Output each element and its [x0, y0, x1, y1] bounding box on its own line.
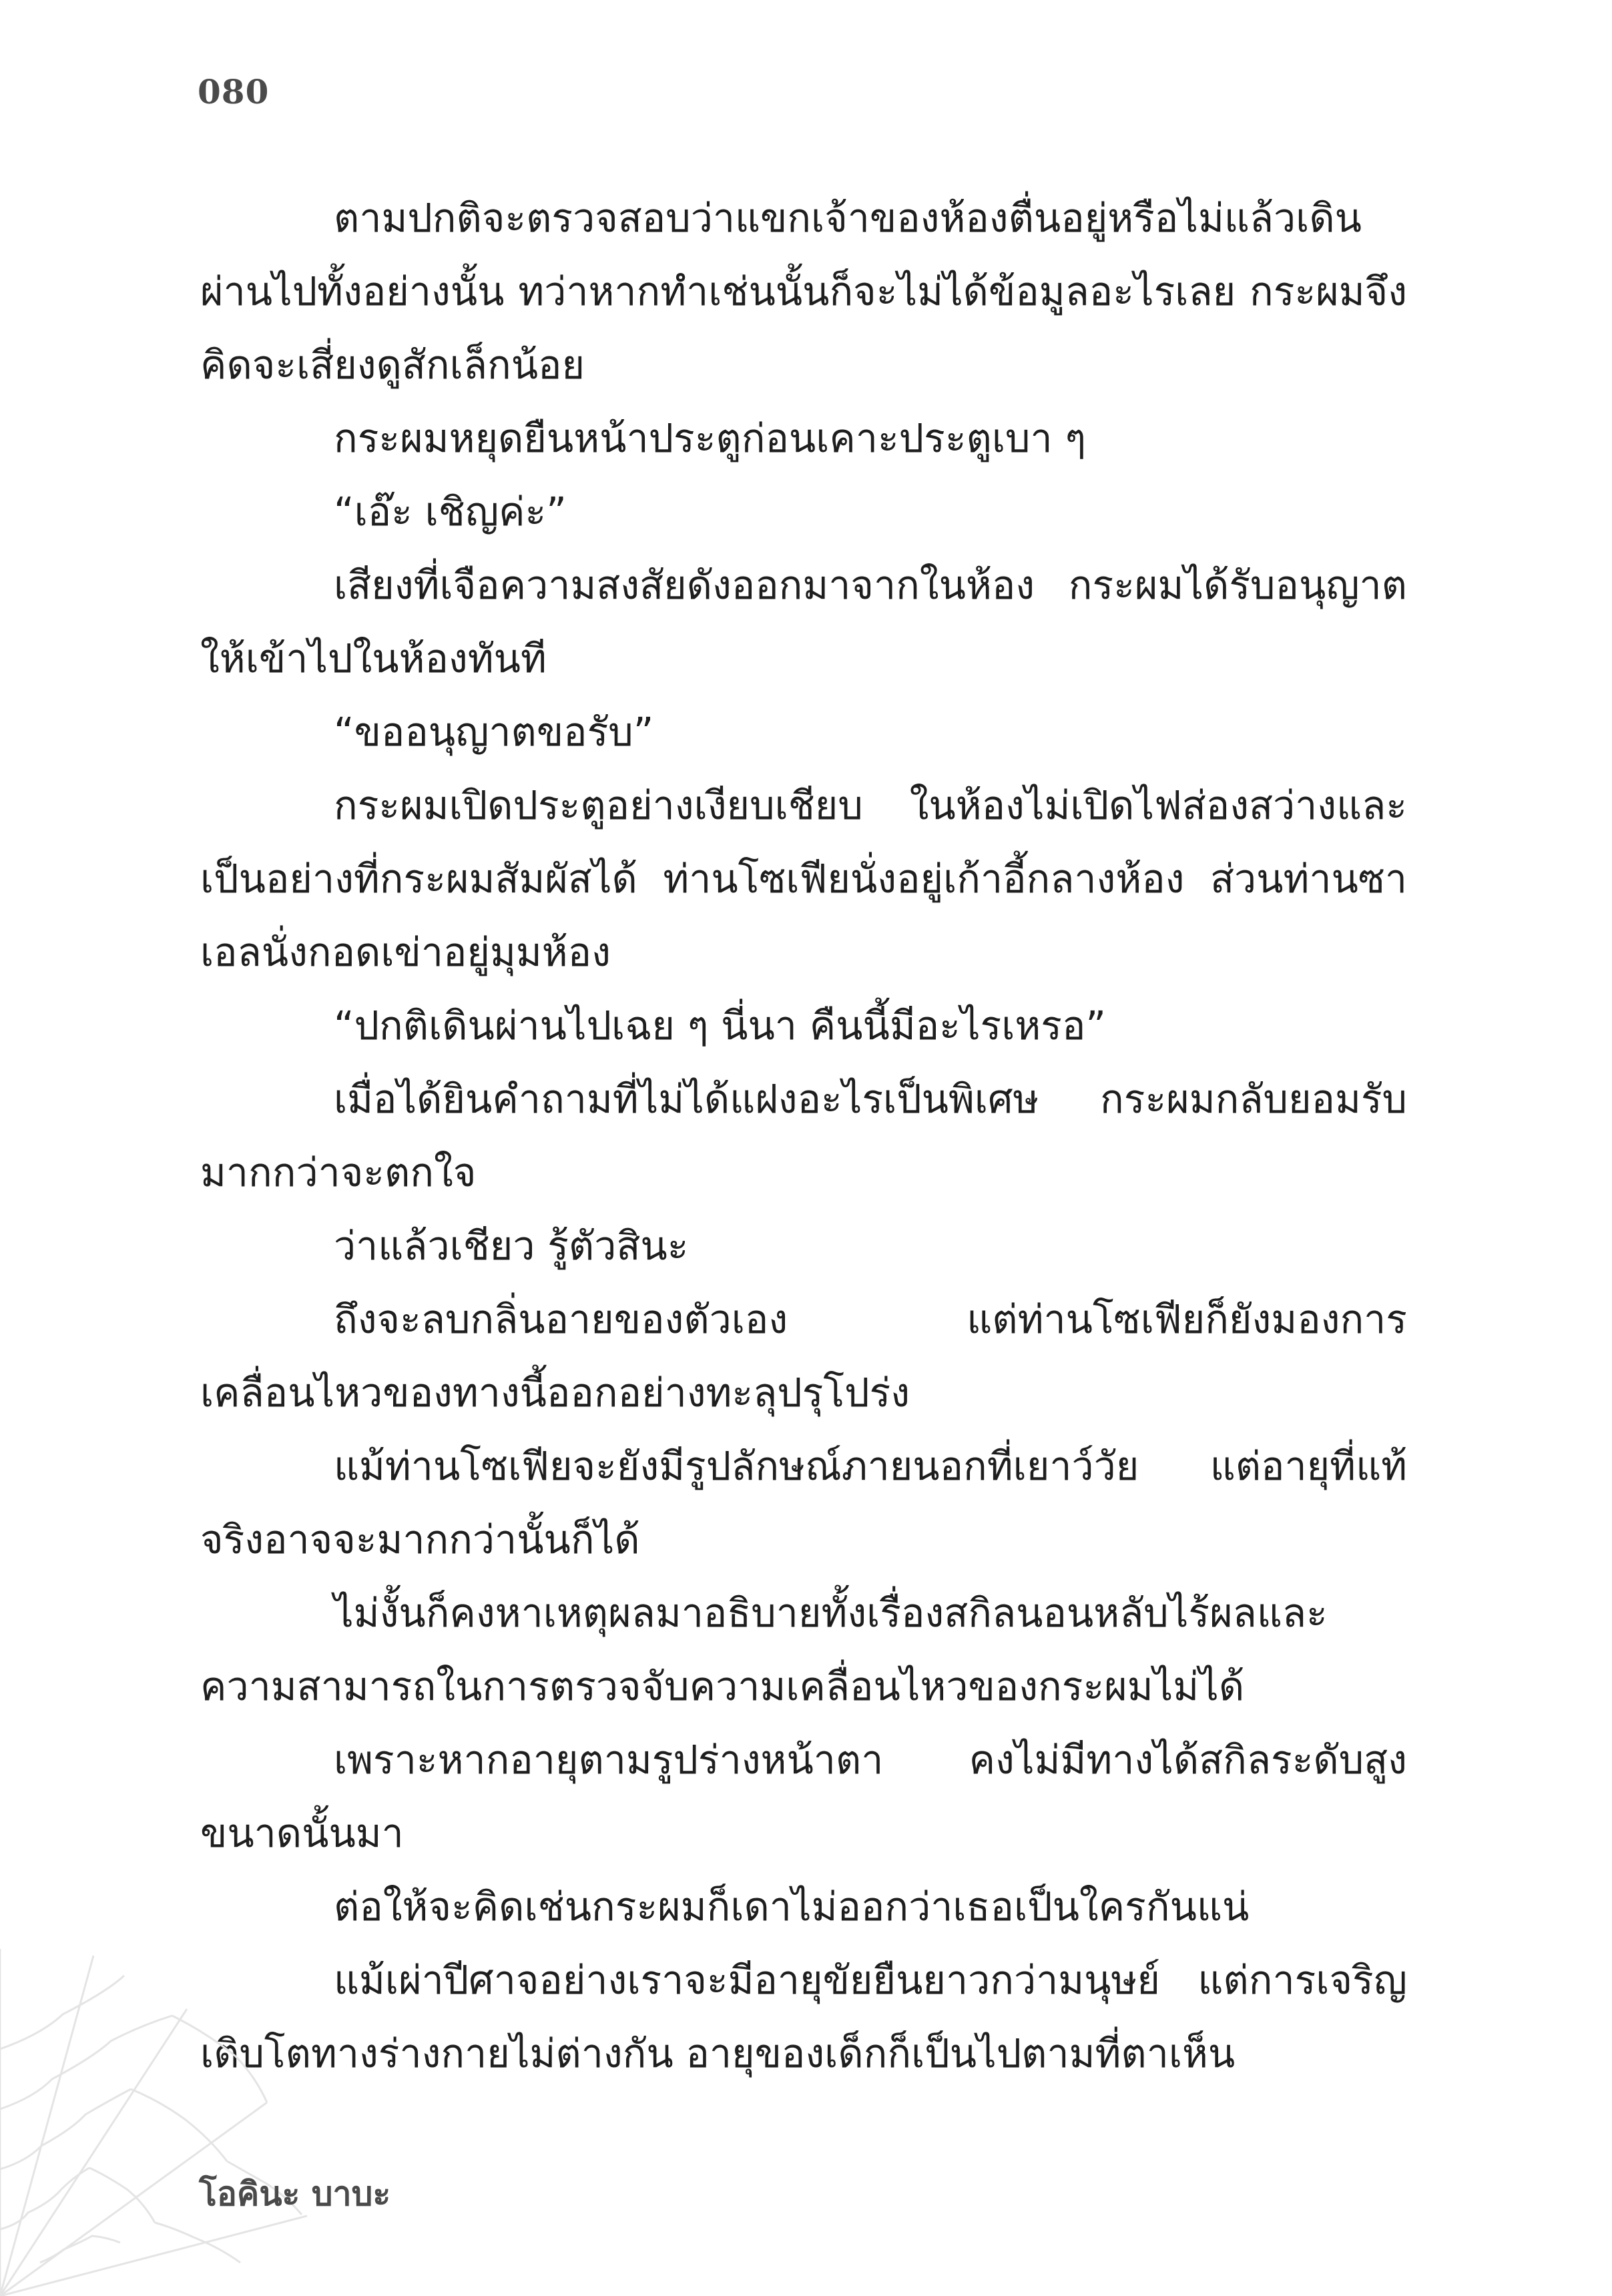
author-name: โอคินะ บาบะ	[199, 2175, 391, 2213]
body-text	[200, 182, 1407, 2090]
paragraph: กระผมเปิดประตูอย่างเงียบเชียบ ในห้องไม่เปิดไฟส่องสว่างและเป็นอย่างที่กระผมสัมผัสได้ ท่านโซเฟียนั่งอยู่เก้าอี้กลางห้อง ส่วนท่านซาเอลนั่งกอดเข่าอยู่มุมห้อง	[200, 782, 1407, 975]
spider-web-icon	[0, 1949, 307, 2296]
paragraph: เมื่อได้ยินคำถามที่ไม่ได้แฝงอะไรเป็นพิเศษ กระผมกลับยอมรับมากกว่าจะตกใจ	[200, 1076, 1407, 1195]
paragraph: “ปกติเดินผ่านไปเฉย ๆ นี่นา คืนนี้มีอะไรเหรอ”	[334, 1002, 1106, 1049]
paragraph: “ขออนุญาตขอรับ”	[334, 709, 654, 755]
paragraph: เสียงที่เจือความสงสัยดังออกมาจากในห้อง กระผมได้รับอนุญาตให้เข้าไปในห้องทันที	[200, 562, 1407, 681]
page-number: 080	[198, 72, 270, 111]
paragraph: “เอ๊ะ เชิญค่ะ”	[334, 489, 567, 535]
paragraph: เพราะหากอายุตามรูปร่างหน้าตา คงไม่มีทางได้สกิลระดับสูงขนาดนั้นมา	[200, 1737, 1407, 1856]
paragraph: ตามปกติจะตรวจสอบว่าแขกเจ้าของห้องตื่นอยู่หรือไม่แล้วเดินผ่านไปทั้งอย่างนั้น ทว่าหากทำเช่นนั้นก็จะไม่ได้ข้อมูลอะไรเลย กระผมจึงคิดจะเสี่ยงดูสักเล็กน้อย	[200, 195, 1407, 388]
paragraph: ว่าแล้วเชียว รู้ตัวสินะ	[334, 1223, 689, 1269]
paragraph: ถึงจะลบกลิ่นอายของตัวเอง แต่ท่านโซเฟียก็ยังมองการเคลื่อนไหวของทางนี้ออกอย่างทะลุปรุโปร่ง	[200, 1296, 1407, 1416]
paragraph: แม้ท่านโซเฟียจะยังมีรูปลักษณ์ภายนอกที่เยาว์วัย แต่อายุที่แท้จริงอาจจะมากกว่านั้นก็ได้	[200, 1443, 1407, 1562]
paragraph: ต่อให้จะคิดเช่นกระผมก็เดาไม่ออกว่าเธอเป็นใครกันแน่	[334, 1884, 1250, 1930]
paragraph: ไม่งั้นก็คงหาเหตุผลมาอธิบายทั้งเรื่องสกิลนอนหลับไร้ผลและความสามารถในการตรวจจับความเคลื่อนไหวของกระผมไม่ได้	[200, 1590, 1328, 1709]
paragraph: กระผมหยุดยืนหน้าประตูก่อนเคาะประตูเบา ๆ	[334, 415, 1087, 461]
paragraph: แม้เผ่าปีศาจอย่างเราจะมีอายุขัยยืนยาวกว่ามนุษย์ แต่การเจริญเติบโตทางร่างกายไม่ต่างกัน อายุของเด็กก็เป็นไปตามที่ตาเห็น	[200, 1957, 1407, 2076]
